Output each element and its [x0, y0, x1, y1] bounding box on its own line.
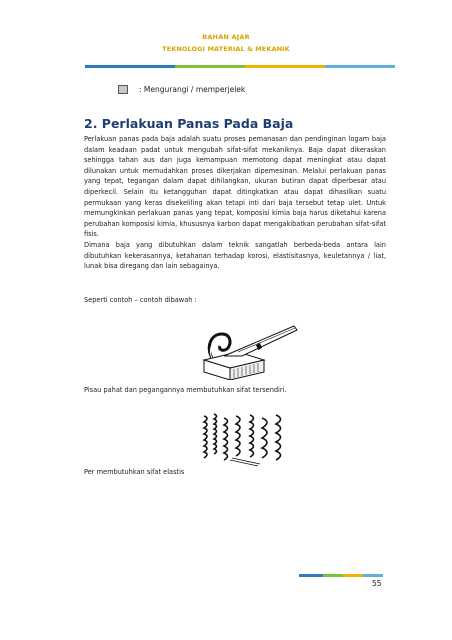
footer-color-bar	[299, 574, 383, 577]
body-text	[84, 134, 386, 272]
legend-text: : Mengurangi / memperjelek	[139, 85, 246, 94]
paragraph-2: Dimana baja yang dibutuhkan dalam teknik sangatlah berbeda-beda antara lain dibutuhkan kekerasannya, ketahanan terhadap korosi, elastisitasnya, keuletannya / liat, lunak bisa diregang dan lain sebagainya.	[84, 240, 386, 271]
springs-illustration	[200, 412, 290, 468]
header-title: BAHAN AJAR	[202, 33, 250, 41]
chisel-cutting-illustration	[198, 320, 300, 380]
header-subtitle: TEKNOLOGI MATERIAL & MEKANIK	[162, 45, 290, 53]
caption-springs: Per membutuhkan sifat elastis	[84, 468, 185, 476]
legend-row	[118, 85, 245, 94]
legend-swatch	[118, 85, 128, 94]
caption-chisel: Pisau pahat dan pegangannya membutuhkan sifat tersendiri.	[84, 386, 287, 394]
example-intro: Seperti contoh – contoh dibawah :	[84, 296, 197, 304]
page-number: 55	[372, 579, 382, 588]
header-color-bar	[85, 65, 395, 68]
section-title: 2. Perlakuan Panas Pada Baja	[84, 116, 294, 131]
paragraph-1: Perlakuan panas pada baja adalah suatu proses pemanasan dan pendinginan logam baja dalam keadaan padat untuk mengubah sifat-sifat mekaniknya. Baja dapat dikeraskan sehingga tahan aus dan juga kemampuan memotong dapat meningkat atau dapat dilunakan untuk memudahkan proses dikerjakan dipemesinan. Melalui perlakuan panas yang tepat, tegangan dalam dapat dihilangkan, ukuran butiran dapat diperbesar atau diperkecil. Selain itu ketangguhan dapat ditingkatkan atau dapat dihasilkan suatu permukaan yang keras disekeliling akan tetapi inti dari baja tersebut tetap ulet. Untuk memungkinkan perlakuan panas yang tepat, komposisi kimia baja harus diketahui karena perubahan komposisi kimia, khususnya karbon dapat mengakibatkan perubahan sifat-sifat fisis.	[84, 135, 386, 239]
